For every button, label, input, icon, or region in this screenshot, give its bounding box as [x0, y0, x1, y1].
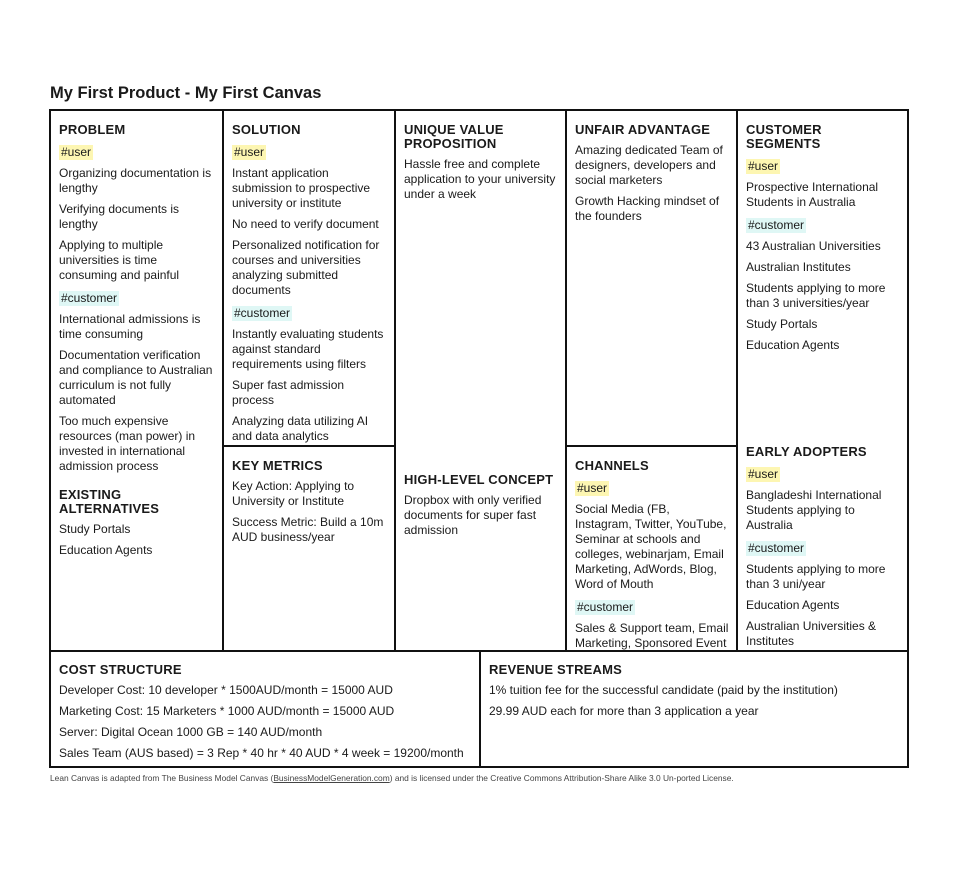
list-item: Education Agents [59, 543, 153, 557]
high-level-concept-list [404, 493, 558, 538]
list-item: Sales Team (AUS based) = 3 Rep * 40 hr * 40 AUD * 4 week = 19200/month [59, 746, 464, 760]
unfair-advantage-list [575, 143, 729, 224]
customer-segments-box [738, 111, 907, 433]
list-item: Personalized notification for courses and universities analyzing submitted documents [232, 238, 380, 297]
existing-alternatives-header: EXISTING ALTERNATIVES [59, 487, 160, 516]
list-item: Social Media (FB, Instagram, Twitter, YouTube, Seminar at schools and colleges, webinarjam, Email Marketing, AdWords, Blog, Word of Mouth [575, 502, 727, 591]
key-metrics-header: KEY METRICS [232, 458, 323, 473]
cost-structure-list [59, 683, 472, 761]
channels-list [575, 479, 729, 651]
uvp-list [404, 157, 558, 202]
channels-header: CHANNELS [575, 458, 649, 473]
cost-structure-header: COST STRUCTURE [59, 662, 182, 677]
tag-row [746, 465, 900, 488]
list-item: Developer Cost: 10 developer * 1500AUD/month = 15000 AUD [59, 683, 393, 697]
license-footer [50, 773, 734, 783]
tag-row [575, 479, 729, 502]
list-item: Prospective International Students in Australia [746, 180, 879, 209]
list-item: Growth Hacking mindset of the founders [575, 194, 720, 223]
list-item: Students applying to more than 3 uni/year [746, 562, 886, 591]
list-item: Documentation verification and compliance to Australian curriculum is not fully automated [59, 348, 213, 407]
problem-list [59, 143, 215, 474]
list-item: Applying to multiple universities is time consuming and painful [59, 238, 180, 282]
list-item: Success Metric: Build a 10m AUD business/year [232, 515, 384, 544]
unfair-advantage-box [567, 111, 736, 445]
solution-list [232, 143, 387, 444]
list-item: Instant application submission to prospective university or institute [232, 166, 371, 210]
list-item: 43 Australian Universities [746, 239, 881, 253]
uvp-header: UNIQUE VALUE PROPOSITION [404, 122, 504, 151]
early-adopters-header: EARLY ADOPTERS [746, 444, 867, 459]
customer-tag: #customer [748, 541, 805, 555]
list-item: Students applying to more than 3 universities/year [746, 281, 886, 310]
list-item: 29.99 AUD each for more than 3 application a year [489, 704, 759, 718]
tag-row [575, 598, 729, 621]
high-level-concept-header: HIGH-LEVEL CONCEPT [404, 472, 554, 487]
user-tag: #user [577, 481, 608, 495]
footer-text-before: Lean Canvas is adapted from The Business Model Canvas ( [50, 773, 274, 783]
list-item: Education Agents [746, 338, 840, 352]
lean-canvas [49, 109, 909, 768]
customer-tag: #customer [577, 600, 634, 614]
customer-tag: #customer [748, 218, 805, 232]
footer-text-after: ) and is licensed under the Creative Commons Attribution-Share Alike 3.0 Un-ported License. [389, 773, 734, 783]
list-item: Instantly evaluating students against standard requirements using filters [232, 327, 384, 371]
early-adopters-list [746, 465, 900, 649]
tag-row [746, 157, 900, 180]
customer-segments-list [746, 157, 900, 353]
list-item: Marketing Cost: 15 Marketers * 1000 AUD/month = 15000 AUD [59, 704, 395, 718]
list-item: Study Portals [746, 317, 818, 331]
list-item: Too much expensive resources (man power) in invested in international admission process [59, 414, 196, 473]
customer-tag: #customer [61, 291, 118, 305]
list-item: Dropbox with only verified documents for super fast admission [404, 493, 542, 537]
list-item: Hassle free and complete application to your university under a week [404, 157, 556, 201]
tag-row [59, 143, 215, 166]
existing-alternatives-list [59, 522, 215, 558]
list-item: Server: Digital Ocean 1000 GB = 140 AUD/month [59, 725, 323, 739]
solution-box [224, 111, 394, 445]
list-item: 1% tuition fee for the successful candidate (paid by the institution) [489, 683, 838, 697]
problem-box [51, 111, 222, 650]
revenue-streams-list [489, 683, 900, 719]
list-item: Bangladeshi International Students applying to Australia [746, 488, 882, 532]
problem-header: PROBLEM [59, 122, 126, 137]
page-title: My First Product - My First Canvas [50, 84, 322, 102]
channels-box [567, 447, 736, 650]
user-tag: #user [748, 467, 779, 481]
list-item: Australian Institutes [746, 260, 851, 274]
list-item: Study Portals [59, 522, 131, 536]
key-metrics-box [224, 447, 394, 650]
user-tag: #user [234, 145, 265, 159]
cost-structure-box [51, 652, 479, 766]
unfair-advantage-header: UNFAIR ADVANTAGE [575, 122, 711, 137]
list-item: Analyzing data utilizing AI and data analytics [232, 414, 369, 443]
user-tag: #user [748, 159, 779, 173]
list-item: International admissions is time consuming [59, 312, 201, 341]
list-item: Amazing dedicated Team of designers, developers and social marketers [575, 143, 723, 187]
key-metrics-list [232, 479, 387, 545]
list-item: Sales & Support team, Email Marketing, Sponsored Event [575, 621, 729, 650]
tag-row [746, 216, 900, 239]
high-level-concept-box [396, 461, 565, 650]
tag-row [232, 143, 387, 166]
early-adopters-box [738, 433, 907, 650]
list-item: No need to verify document [232, 217, 379, 231]
list-item: Australian Universities & Institutes [746, 619, 877, 648]
business-model-generation-link[interactable]: BusinessModelGeneration.com [273, 773, 390, 783]
list-item: Education Agents [746, 598, 840, 612]
customer-tag: #customer [234, 306, 291, 320]
list-item: Key Action: Applying to University or Institute [232, 479, 355, 508]
tag-row [59, 289, 215, 312]
tag-row [746, 539, 900, 562]
list-item: Verifying documents is lengthy [59, 202, 180, 231]
uvp-box [396, 111, 565, 461]
customer-segments-header: CUSTOMER SEGMENTS [746, 122, 822, 151]
revenue-streams-header: REVENUE STREAMS [489, 662, 623, 677]
list-item: Super fast admission process [232, 378, 345, 407]
list-item: Organizing documentation is lengthy [59, 166, 212, 195]
tag-row [232, 304, 387, 327]
solution-header: SOLUTION [232, 122, 301, 137]
user-tag: #user [61, 145, 92, 159]
revenue-streams-box [481, 652, 907, 766]
